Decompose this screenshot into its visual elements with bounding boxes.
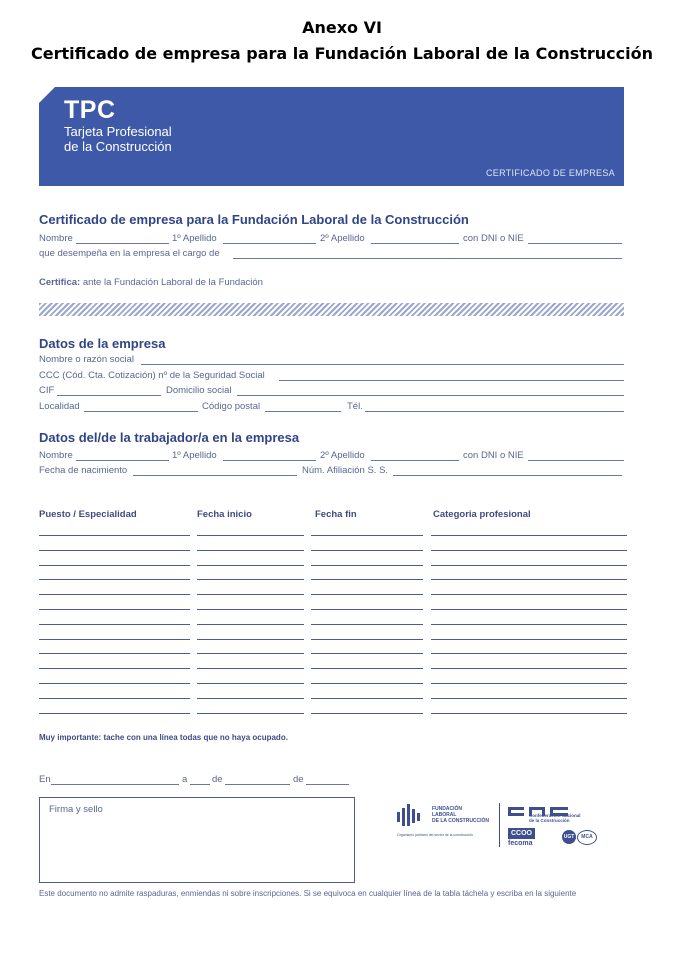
field-nacimiento[interactable]: [133, 475, 297, 476]
table-cell-line[interactable]: [39, 653, 190, 654]
table-cell-line[interactable]: [431, 668, 627, 669]
label-en: En: [39, 774, 51, 785]
table-cell-line[interactable]: [311, 683, 423, 684]
field-cif[interactable]: [57, 395, 161, 396]
table-cell-line[interactable]: [431, 698, 627, 699]
table-cell-line[interactable]: [39, 609, 190, 610]
table-cell-line[interactable]: [39, 668, 190, 669]
table-cell-line[interactable]: [311, 624, 423, 625]
fundacion-logo-text: [432, 806, 489, 824]
label-trab-nombre: Nombre: [39, 450, 73, 461]
field-razon[interactable]: [141, 364, 624, 365]
table-cell-line[interactable]: [197, 579, 304, 580]
certificate-label: CERTIFICADO DE EMPRESA: [486, 168, 615, 178]
label-cif: CIF: [39, 385, 55, 396]
table-cell-line[interactable]: [431, 565, 627, 566]
signature-label: Firma y sello: [49, 804, 103, 815]
label-trab-apellido1: 1º Apellido: [172, 450, 217, 461]
table-cell-line[interactable]: [197, 624, 304, 625]
fundacion-logo-icon: [397, 804, 421, 826]
label-nombre: Nombre: [39, 233, 73, 244]
label-ccc: CCC (Cód. Cta. Cotización) nº de la Seguridad Social: [39, 370, 265, 381]
field-cargo[interactable]: [233, 258, 622, 259]
table-cell-line[interactable]: [311, 594, 423, 595]
label-tel: Tél.: [347, 401, 363, 412]
label-apellido2: 2º Apellido: [320, 233, 365, 244]
fundacion-word2: LABORAL: [432, 812, 457, 818]
fecoma-logo: fecoma: [508, 840, 533, 847]
field-mes[interactable]: [225, 784, 290, 785]
label-razon: Nombre o razón social: [39, 354, 135, 365]
field-apellido2[interactable]: [371, 243, 459, 244]
annex-label: Anexo VI: [302, 18, 382, 37]
ugt-logo: UGT: [562, 830, 576, 844]
field-trab-nombre[interactable]: [76, 460, 169, 461]
fundacion-word1: FUNDACIÓN: [432, 806, 462, 812]
ccoo-logo: CCOO: [508, 828, 535, 839]
table-cell-line[interactable]: [39, 698, 190, 699]
col-header-categoria: Categoria profesional: [433, 509, 531, 520]
field-domicilio[interactable]: [237, 395, 624, 396]
field-anio[interactable]: [306, 784, 349, 785]
table-cell-line[interactable]: [197, 683, 304, 684]
certifica-text: ante la Fundación Laboral de la Fundación: [80, 277, 263, 288]
label-cp: Código postal: [202, 401, 261, 412]
fundacion-tagline: Organismo paritario del sector de la construcción: [397, 833, 474, 837]
cnc-line1: Confederación Nacional: [529, 813, 581, 818]
field-cp[interactable]: [265, 411, 341, 412]
field-trab-apellido1[interactable]: [223, 460, 316, 461]
label-apellido1: 1º Apellido: [172, 233, 217, 244]
table-cell-line[interactable]: [39, 594, 190, 595]
label-domicilio: Domicilio social: [166, 385, 232, 396]
cnc-logo-icon: [508, 803, 568, 812]
table-cell-line[interactable]: [311, 535, 423, 536]
field-nombre[interactable]: [76, 243, 169, 244]
section-title-certificado: Certificado de empresa para la Fundación Laboral de la Construcción: [39, 212, 469, 227]
label-trab-apellido2: 2º Apellido: [320, 450, 365, 461]
field-apellido1[interactable]: [223, 243, 316, 244]
field-dni[interactable]: [528, 243, 622, 244]
document-title: Certificado de empresa para la Fundación Laboral de la Construcción: [30, 44, 654, 63]
tpc-logo: TPC: [64, 96, 116, 124]
table-cell-line[interactable]: [39, 713, 190, 714]
col-header-fin: Fecha fin: [315, 509, 357, 520]
mca-logo: MCA: [577, 830, 597, 845]
table-cell-line[interactable]: [431, 624, 627, 625]
table-cell-line[interactable]: [311, 609, 423, 610]
important-note: Muy importante: tache con una línea todas que no haya ocupado.: [39, 733, 288, 742]
field-lugar[interactable]: [51, 784, 179, 785]
label-de2: de: [293, 774, 304, 785]
label-nacimiento: Fecha de nacimiento: [39, 465, 128, 476]
label-de1: de: [212, 774, 223, 785]
table-cell-line[interactable]: [431, 594, 627, 595]
table-cell-line[interactable]: [39, 639, 190, 640]
tpc-subtitle: [64, 124, 172, 154]
field-trab-dni[interactable]: [528, 460, 624, 461]
table-cell-line[interactable]: [311, 668, 423, 669]
label-afiliacion: Núm. Afiliación S. S.: [302, 465, 389, 476]
table-cell-line[interactable]: [311, 698, 423, 699]
table-cell-line[interactable]: [197, 535, 304, 536]
col-header-inicio: Fecha inicio: [197, 509, 252, 520]
table-cell-line[interactable]: [431, 609, 627, 610]
table-cell-line[interactable]: [311, 579, 423, 580]
divider-stripe: [39, 303, 624, 316]
label-dni: con DNI o NIE: [463, 233, 524, 244]
section-title-trabajador: Datos del/de la trabajador/a en la empresa: [39, 430, 300, 445]
table-cell-line[interactable]: [197, 565, 304, 566]
field-trab-apellido2[interactable]: [371, 460, 459, 461]
table-cell-line[interactable]: [431, 550, 627, 551]
field-tel[interactable]: [365, 411, 624, 412]
table-cell-line[interactable]: [197, 668, 304, 669]
label-a: a: [182, 774, 188, 785]
tpc-line2: de la Construcción: [64, 139, 172, 154]
field-dia[interactable]: [190, 784, 210, 785]
table-cell-line[interactable]: [197, 594, 304, 595]
certifica-label: Certifica:: [39, 277, 81, 288]
field-ccc[interactable]: [279, 380, 624, 381]
tpc-line1: Tarjeta Profesional: [64, 124, 172, 139]
fundacion-word3: DE LA CONSTRUCCIÓN: [432, 818, 490, 824]
table-cell-line[interactable]: [39, 535, 190, 536]
table-cell-line[interactable]: [311, 550, 423, 551]
table-cell-line[interactable]: [39, 624, 190, 625]
table-cell-line[interactable]: [311, 653, 423, 654]
table-cell-line[interactable]: [39, 579, 190, 580]
label-cargo: que desempeña en la empresa el cargo de: [39, 248, 220, 259]
table-cell-line[interactable]: [431, 639, 627, 640]
cnc-logo-text: [529, 813, 581, 823]
label-trab-dni: con DNI o NIE: [463, 450, 524, 461]
table-cell-line[interactable]: [197, 609, 304, 610]
table-cell-line[interactable]: [39, 683, 190, 684]
footer-note: Este documento no admite raspaduras, enmiendas ni sobre inscripciones. Si se equivoca en cualquier línea de la tabla táchela y escriba en la siguiente: [39, 889, 577, 898]
table-cell-line[interactable]: [197, 653, 304, 654]
table-cell-line[interactable]: [431, 683, 627, 684]
table-cell-line[interactable]: [311, 639, 423, 640]
table-cell-line[interactable]: [431, 653, 627, 654]
col-header-puesto: Puesto / Especialidad: [39, 509, 137, 520]
table-cell-line[interactable]: [197, 713, 304, 714]
table-cell-line[interactable]: [431, 713, 627, 714]
table-cell-line[interactable]: [39, 565, 190, 566]
table-cell-line[interactable]: [39, 550, 190, 551]
table-cell-line[interactable]: [311, 713, 423, 714]
logo-divider: [499, 803, 500, 847]
certifica-line: [39, 277, 263, 288]
banner-corner: [39, 87, 55, 103]
table-cell-line[interactable]: [431, 579, 627, 580]
field-afiliacion[interactable]: [393, 475, 622, 476]
table-cell-line[interactable]: [311, 565, 423, 566]
label-localidad: Localidad: [39, 401, 80, 412]
table-cell-line[interactable]: [197, 550, 304, 551]
field-localidad[interactable]: [84, 411, 198, 412]
section-title-empresa: Datos de la empresa: [39, 336, 166, 351]
cnc-line2: de la Construcción: [529, 818, 570, 823]
table-cell-line[interactable]: [197, 639, 304, 640]
table-cell-line[interactable]: [431, 535, 627, 536]
table-cell-line[interactable]: [197, 698, 304, 699]
